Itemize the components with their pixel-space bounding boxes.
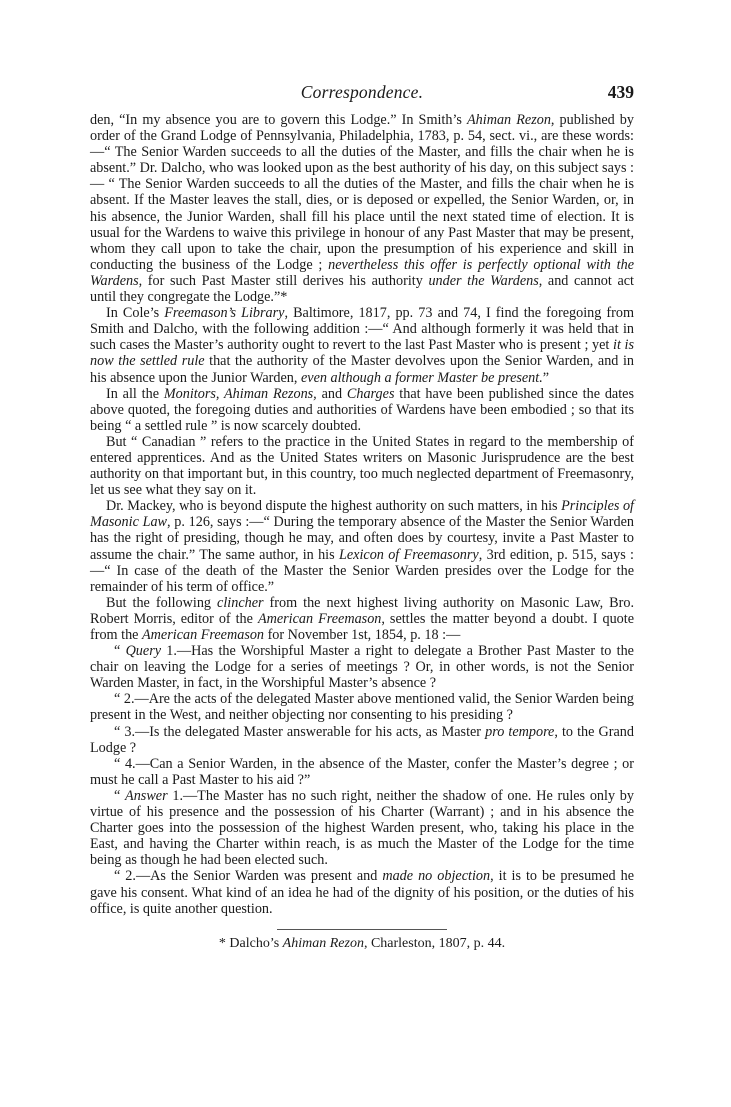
text-run: “ 2.—As the Senior Warden was present and <box>114 868 383 885</box>
text-run: for November 1st, 1854, p. 18 :— <box>264 627 461 643</box>
text-run: But “ Canadian ” refers to the practice in the United States in regard to the membership of entered apprentices. And as the United States writers on Masonic Jurisprudence are the best authority on that important but, in this country, too much neglected department of Freemasonry, let us see what they say on it. <box>90 433 634 499</box>
text-run: 1.—Has the Worshipful Master a right to delegate a Brother Past Master to the chair on leaving the Lodge for a series of meetings ? Or, in other words, is not the Senior Warden Master, in fact, in the Worshipful Master’s absence ? <box>90 643 634 692</box>
article-body <box>90 112 634 917</box>
text-run: “ <box>114 787 126 804</box>
italic-text-run: Freemason’s Library <box>164 305 285 322</box>
text-run: , and cannot act until they congregate the Lodge.”* <box>90 272 634 306</box>
text-run: “ 4.—Can a Senior Warden, in the absence of the Master, confer the Master’s degree ; or must he call a Past Master to his aid ?” <box>90 755 634 788</box>
italic-text-run: nevertheless this offer is perfectly optional with the Wardens <box>90 256 634 289</box>
italic-text-run: under the Wardens <box>428 272 539 289</box>
text-run: In all the <box>106 385 164 402</box>
paragraph <box>90 305 634 385</box>
text-run: den, “In my absence you are to govern this Lodge.” In Smith’s <box>90 112 468 128</box>
italic-text-run: made no objection <box>382 868 491 885</box>
quoted-answer <box>90 788 634 868</box>
text-run: “ 2.—Are the acts of the delegated Master above mentioned valid, the Senior Warden being present in the West, and neither objecting nor consenting to his presiding ? <box>90 691 634 724</box>
text-run: , to the Grand Lodge ? <box>90 723 634 756</box>
italic-text-run: Answer <box>125 787 168 804</box>
footnote <box>90 936 634 952</box>
italic-text-run: Ahiman Rezon <box>467 112 551 128</box>
quoted-query <box>90 756 634 788</box>
italic-text-run: Charges <box>346 385 395 402</box>
text-run: , for such Past Master still derives his authority <box>138 272 429 289</box>
paragraph <box>90 434 634 498</box>
text-run: , settles the matter beyond a doubt. I quote from the <box>90 610 634 643</box>
text-run: from the next highest living authority on Masonic Law, Bro. Robert Morris, editor of the <box>90 594 634 627</box>
text-run: , Charleston, 1807, p. 44. <box>363 935 506 951</box>
italic-text-run: Principles of Masonic Law <box>90 498 634 531</box>
italic-text-run: pro tempore <box>485 723 555 740</box>
italic-text-run: American Freemason <box>142 627 265 643</box>
text-run: , published by order of the Grand Lodge of Pennsylvania, Philadelphia, 1783, p. 54, sect. vi., are these words:—“ The Senior Warden succeeds to all the duties of the Master, and fills the chair when he is absent.” Dr. Dalcho, who was looked upon as the best authority of his day, on this subject says :— “ The Senior Warden succeeds to all the duties of the Master, and fills the chair when he is absent. If the Master leaves the stall, dies, or is deposed or expelled, the Senior Warden, or, in his absence, the Junior Warden, shall fill his place until the next stated time of election. It is usual for the Wardens to waive this privilege in honour of any Past Master that may be present, whom they call upon to take the chair, upon the presumption of his experience and skill in conducting the business of the Lodge ; <box>90 112 634 273</box>
paragraph <box>90 112 634 305</box>
italic-text-run: Monitors, Ahiman Rezons, <box>163 385 317 402</box>
text-run: , Baltimore, 1817, pp. 73 and 74, I find the foregoing from Smith and Dalcho, with the following addition :—“ And although formerly it was held that in such cases the Master’s authority ought to revert to the last Past Master who is present ; yet <box>90 305 634 354</box>
page-number: 439 <box>607 82 634 102</box>
quoted-answer <box>90 868 634 916</box>
italic-text-run: American Freemason <box>257 610 382 627</box>
running-title: Correspondence. <box>300 82 424 102</box>
italic-text-run: Lexicon of Freemasonry <box>338 546 479 563</box>
text-run: 1.—The Master has no such right, neither the shadow of one. He rules only by virtue of his presence and the possession of his Charter (Warrant) ; and in his absence the Charter goes into the possession of the highest Warden present, who, taking his place in the East, and having the Charter within reach, is as much the Master of the Lodge for the time being as though he had been elected such. <box>90 787 634 869</box>
italic-text-run: Query <box>125 643 162 660</box>
text-run: ” <box>542 369 550 386</box>
paragraph <box>90 498 634 595</box>
paragraph <box>90 386 634 434</box>
text-run: “ 3.—Is the delegated Master answerable for his acts, as Master <box>114 723 486 740</box>
text-run: , it is to be presumed he gave his consent. What kind of an idea he had of the dignity of his position, or the duties of his office, is quite another question. <box>90 868 634 917</box>
text-run: that the authority of the Master devolves upon the Senior Warden, and in his absence upon the Junior Warden, <box>90 353 634 386</box>
italic-text-run: Ahiman Rezon <box>282 935 364 951</box>
quoted-query <box>90 724 634 756</box>
text-run: , p. 126, says :—“ During the temporary absence of the Master the Senior Warden has the right of presiding, though he may, and often does by courtesy, invite a Past Master to assume the chair.” The same author, in his <box>90 514 635 563</box>
paragraph <box>90 595 634 643</box>
quoted-query <box>90 691 634 723</box>
italic-text-run: clincher <box>217 594 264 611</box>
italic-text-run: even although a former Master be present. <box>300 369 543 386</box>
italic-text-run: it is now the settled rule <box>90 337 634 370</box>
text-run: * Dalcho’s <box>218 935 283 951</box>
text-run: In Cole’s <box>106 305 165 322</box>
text-run: , 3rd edition, p. 515, says :—“ In case of the death of the Master the Senior Warden presides over the Lodge for the remainder of his term of office.” <box>90 546 634 595</box>
footnote-rule <box>277 929 447 930</box>
running-header <box>90 82 634 108</box>
text-run: that have been published since the dates above quoted, the foregoing duties and authorities of Wardens have been embodied ; so that its being “ a settled rule ” is now scarcely doubted. <box>90 385 634 434</box>
quoted-query <box>90 643 634 691</box>
text-run: Dr. Mackey, who is beyond dispute the highest authority on such matters, in his <box>106 498 562 515</box>
text-run: “ <box>114 643 126 660</box>
text-run: But the following <box>106 594 218 611</box>
text-run: and <box>316 385 347 402</box>
